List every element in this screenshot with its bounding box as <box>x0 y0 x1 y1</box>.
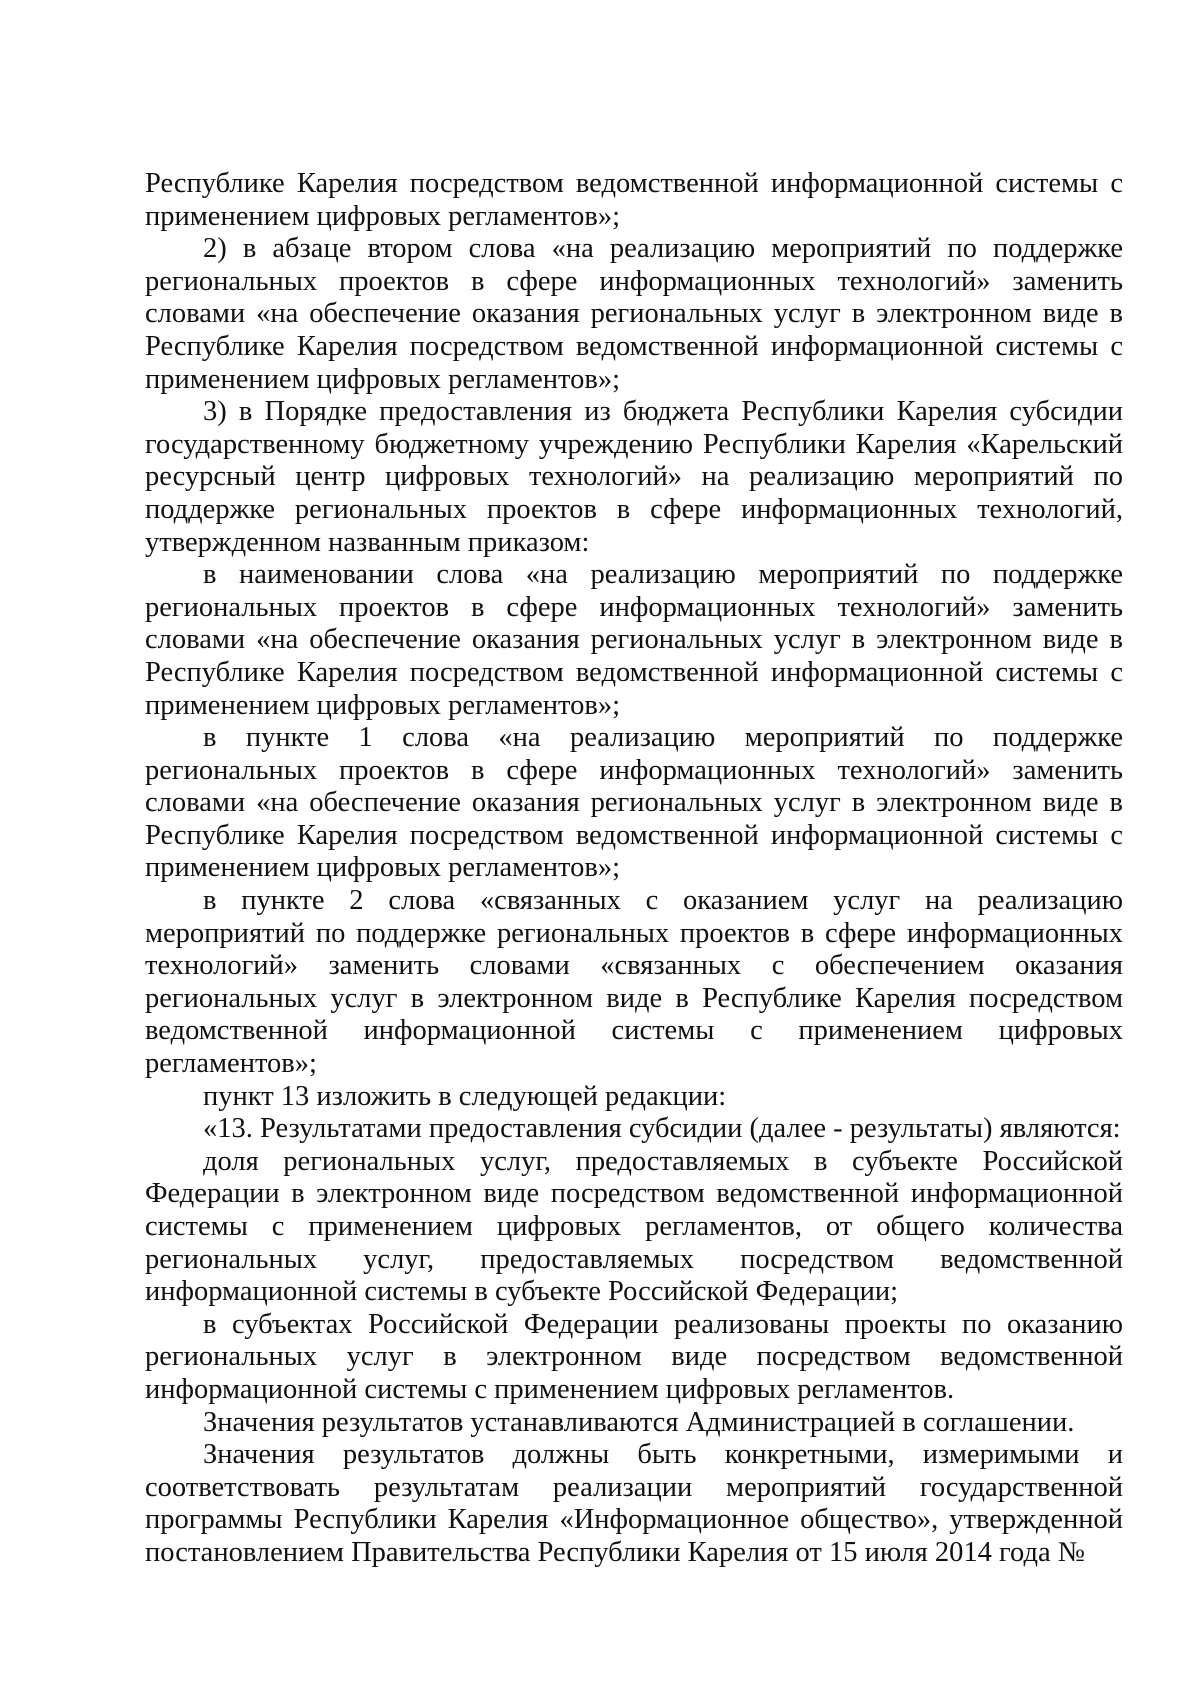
paragraph-point-1-change: в пункте 1 слова «на реализацию мероприятий по поддержке региональных проектов в сфере информационных технологий» заменить словами «на обеспечение оказания региональных услуг в электронном виде в Республике Карелия посредством ведомственной информационной системы с применением цифровых регламентов»; <box>145 722 1123 884</box>
paragraph-title-change: в наименовании слова «на реализацию мероприятий по поддержке региональных проектов в сфере информационных технологий» заменить словами «на обеспечение оказания региональных услуг в электронном виде в Республике Карелия посредством ведомственной информационной системы с применением цифровых регламентов»; <box>145 559 1123 721</box>
paragraph-result-share: доля региональных услуг, предоставляемых в субъекте Российской Федерации в электронном виде посредством ведомственной информационной системы с применением цифровых регламентов, от общего количества региональных услуг, предоставляемых посредством ведомственной информационной системы в субъекте Российской Федерации; <box>145 1145 1123 1308</box>
paragraph-result-requirements: Значения результатов должны быть конкретными, измеримыми и соответствовать результатам реализации мероприятий государственной программы Республики Карелия «Информационное общество», утвержденной постановлением Правительства Республики Карелия от 15 июля 2014 года № <box>145 1439 1123 1568</box>
paragraph-point-2-change: в пункте 2 слова «связанных с оказанием услуг на реализацию мероприятий по поддержке региональных проектов в сфере информационных технологий» заменить словами «связанных с обеспечением оказания региональных услуг в электронном виде в Республике Карелия посредством ведомственной информационной системы с применением цифровых регламентов»; <box>145 885 1123 1080</box>
paragraph-point-13-intro: пункт 13 изложить в следующей редакции: <box>203 1080 727 1112</box>
paragraph-point-13-text: «13. Результатами предоставления субсидии (далее - результаты) являются: <box>203 1113 1121 1145</box>
paragraph-continuation: Республике Карелия посредством ведомственной информационной системы с применением цифровых регламентов»; <box>145 168 1123 232</box>
paragraph-result-values: Значения результатов устанавливаются Администрацией в соглашении. <box>203 1406 1075 1438</box>
paragraph-result-projects: в субъектах Российской Федерации реализованы проекты по оказанию региональных услуг в электронном виде посредством ведомственной информационной системы с применением цифровых регламентов. <box>145 1308 1123 1405</box>
paragraph-item-3: 3) в Порядке предоставления из бюджета Республики Карелия субсидии государственному бюджетному учреждению Республики Карелия «Карельский ресурсный центр цифровых технологий» на реализацию мероприятий по поддержке региональных проектов в сфере информационных технологий, утвержденном названным приказом: <box>145 396 1123 558</box>
document-body <box>145 168 1123 1570</box>
paragraph-item-2: 2) в абзаце втором слова «на реализацию мероприятий по поддержке региональных проектов в сфере информационных технологий» заменить словами «на обеспечение оказания региональных услуг в электронном виде в Республике Карелия посредством ведомственной информационной системы с применением цифровых регламентов»; <box>145 233 1123 395</box>
